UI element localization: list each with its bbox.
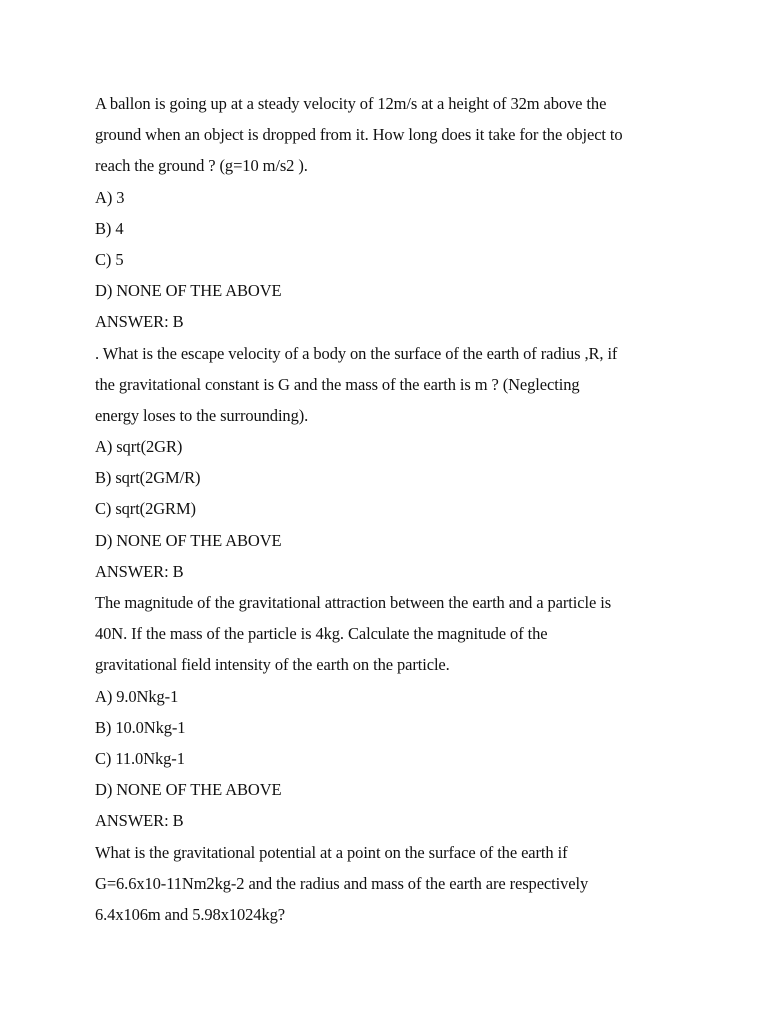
- option-d: D) NONE OF THE ABOVE: [95, 530, 282, 550]
- question-text-line: reach the ground ? (g=10 m/s2 ).: [95, 156, 308, 176]
- option-b: B) 4: [95, 218, 124, 238]
- option-a: A) sqrt(2GR): [95, 437, 183, 457]
- option-b: B) 10.0Nkg-1: [95, 717, 186, 737]
- answer-line: ANSWER: B: [95, 561, 184, 581]
- option-b: B) sqrt(2GM/R): [95, 468, 201, 488]
- question-text-line: . What is the escape velocity of a body on the surface of the earth of radius ,R, if: [95, 343, 618, 363]
- question-text-line: G=6.6x10-11Nm2kg-2 and the radius and mass of the earth are respectively: [95, 873, 589, 893]
- question-text-line: 40N. If the mass of the particle is 4kg. Calculate the magnitude of the: [95, 624, 548, 644]
- question-text-line: A ballon is going up at a steady velocity of 12m/s at a height of 32m above the: [95, 94, 607, 113]
- question-text-line: 6.4x106m and 5.98x1024kg?: [95, 904, 285, 924]
- option-c: C) sqrt(2GRM): [95, 499, 196, 519]
- question-text-line: The magnitude of the gravitational attraction between the earth and a particle is: [95, 593, 612, 612]
- question-text-line: the gravitational constant is G and the mass of the earth is m ? (Neglecting: [95, 374, 580, 394]
- option-c: C) 11.0Nkg-1: [95, 748, 185, 768]
- answer-line: ANSWER: B: [95, 312, 184, 332]
- question-text-line: ground when an object is dropped from it. How long does it take for the object to: [95, 125, 623, 145]
- question-text-line: What is the gravitational potential at a point on the surface of the earth if: [95, 842, 568, 862]
- question-text-line: energy loses to the surrounding).: [95, 405, 309, 425]
- option-d: D) NONE OF THE ABOVE: [95, 281, 282, 301]
- option-a: A) 9.0Nkg-1: [95, 686, 179, 706]
- option-c: C) 5: [95, 249, 124, 269]
- question-text-line: gravitational field intensity of the earth on the particle.: [95, 655, 450, 675]
- option-d: D) NONE OF THE ABOVE: [95, 780, 282, 800]
- option-a: A) 3: [95, 187, 125, 207]
- document-body: [95, 88, 685, 930]
- answer-line: ANSWER: B: [95, 811, 184, 831]
